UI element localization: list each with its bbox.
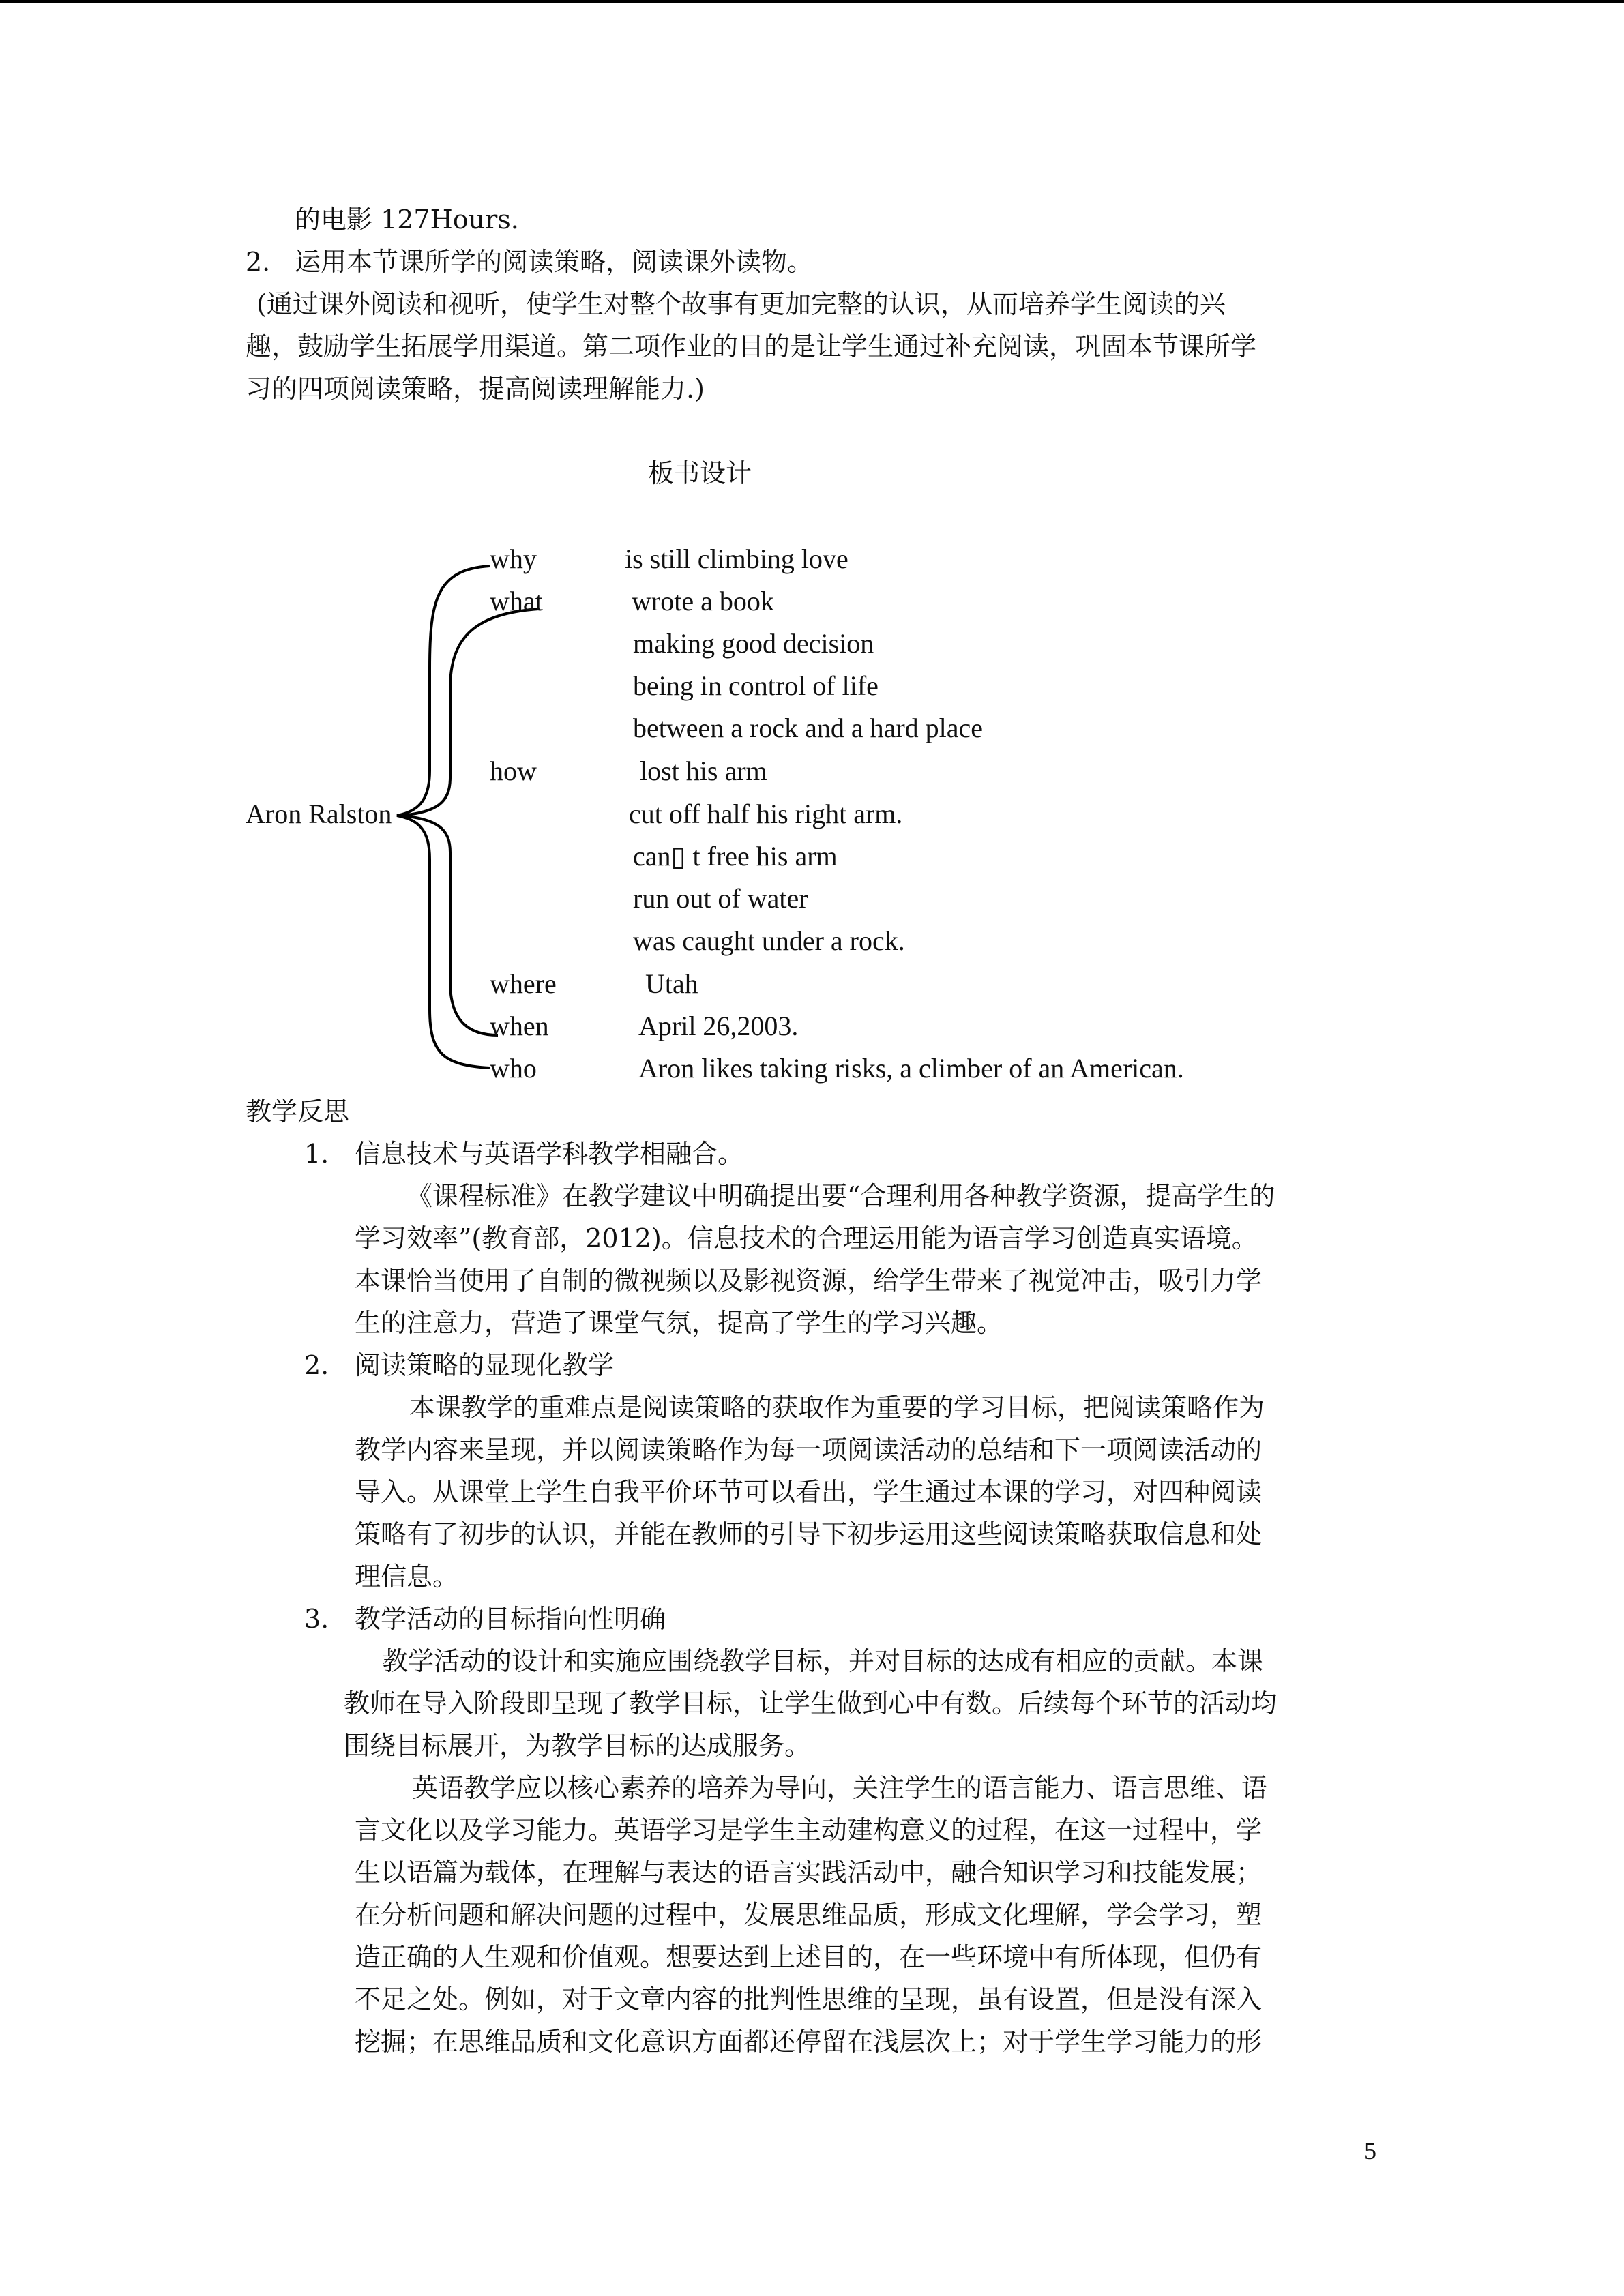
reflection-s2-line: 理信息。: [355, 1562, 459, 1592]
reflection-s2-line: 导入。从课堂上学生自我平价环节可以看出，学生通过本课的学习，对四种阅读: [355, 1477, 1263, 1507]
reflection-s1-line: 学习效率”(教育部，2012)。信息技术的合理运用能为语言学习创造真实语境。: [355, 1223, 1258, 1253]
board-answer: being in control of life: [633, 670, 879, 701]
board-answer: was caught under a rock.: [633, 925, 905, 956]
homework-line-1: 的电影 127Hours.: [295, 205, 519, 235]
board-answer: is still climbing love: [625, 543, 848, 574]
board-center-label: Aron Ralston: [246, 799, 392, 829]
board-answer: wrote a book: [632, 586, 774, 616]
reflection-p4-line: 不足之处。例如，对于文章内容的批判性思维的呈现，虽有设置，但是没有深入: [355, 1984, 1263, 2014]
reflection-s3-title: 教学活动的目标指向性明确: [355, 1604, 666, 1634]
homework-item-2-text: 运用本节课所学的阅读策略，阅读课外读物。: [295, 247, 814, 277]
board-answer: Utah: [645, 968, 698, 999]
reflection-s3-line: 教师在导入阶段即呈现了教学目标，让学生做到心中有数。后续每个环节的活动均: [344, 1688, 1278, 1718]
homework-note-line-3: 习的四项阅读策略，提高阅读理解能力.): [246, 374, 705, 404]
reflection-s3-line: 教学活动的设计和实施应围绕教学目标，并对目标的达成有相应的贡献。本课: [382, 1646, 1264, 1676]
board-question-who: who: [490, 1053, 537, 1084]
homework-note-line-2: 趣，鼓励学生拓展学用渠道。第二项作业的目的是让学生通过补充阅读，巩固本节课所学: [246, 331, 1257, 361]
board-answer: run out of water: [633, 883, 808, 914]
board-title: 板书设计: [648, 458, 752, 488]
reflection-s2-title: 阅读策略的显现化教学: [355, 1350, 615, 1380]
reflection-s2-line: 教学内容来呈现，并以阅读策略作为每一项阅读活动的总结和下一项阅读活动的: [355, 1435, 1263, 1465]
board-answer: Aron likes taking risks, a climber of an American.: [638, 1053, 1184, 1084]
reflection-s1-line: 《课程标准》在教学建议中明确提出要“合理利用各种教学资源，提高学生的: [407, 1181, 1275, 1211]
reflection-s2-number: 2.: [304, 1350, 329, 1380]
board-question-how: how: [490, 756, 537, 786]
board-question-what: what: [490, 586, 543, 616]
reflection-s1-line: 生的注意力，营造了课堂气氛，提高了学生的学习兴趣。: [355, 1308, 1003, 1338]
reflection-p4-line: 英语教学应以核心素养的培养为导向，关注学生的语言能力、语言思维、语: [412, 1773, 1268, 1803]
reflection-s3-number: 3.: [304, 1604, 329, 1634]
page-number: 5: [1364, 2137, 1376, 2164]
reflection-s2-line: 本课教学的重难点是阅读策略的获取作为重要的学习目标，把阅读策略作为: [409, 1392, 1265, 1422]
board-answer: cut off half his right arm.: [629, 799, 903, 829]
homework-item-2-number: 2.: [246, 247, 271, 277]
reflection-p4-line: 造正确的人生观和价值观。想要达到上述目的，在一些环境中有所体现，但仍有: [355, 1942, 1263, 1972]
reflection-p4-line: 在分析问题和解决问题的过程中，发展思维品质，形成文化理解，学会学习，塑: [355, 1900, 1263, 1930]
board-answer: lost his arm: [640, 756, 767, 786]
reflection-s1-number: 1.: [304, 1139, 329, 1169]
reflection-s1-title: 信息技术与英语学科教学相融合。: [355, 1139, 744, 1169]
reflection-p4-line: 言文化以及学习能力。英语学习是学生主动建构意义的过程，在这一过程中，学: [355, 1815, 1263, 1845]
board-answer: between a rock and a hard place: [633, 713, 984, 743]
reflection-heading: 教学反思: [246, 1097, 350, 1127]
board-answer: can▯ t free his arm: [633, 841, 838, 871]
board-question-why: why: [490, 543, 537, 574]
reflection-s1-line: 本课恰当使用了自制的微视频以及影视资源，给学生带来了视觉冲击，吸引力学: [355, 1266, 1263, 1296]
reflection-p4-line: 挖掘；在思维品质和文化意识方面都还停留在浅层次上；对于学生学习能力的形: [355, 2027, 1263, 2057]
reflection-s3-line: 围绕目标展开，为教学目标的达成服务。: [344, 1731, 811, 1761]
board-question-when: when: [490, 1011, 549, 1041]
board-answer: making good decision: [633, 628, 874, 659]
board-question-where: where: [490, 968, 557, 999]
homework-note-line-1: (通过课外阅读和视听，使学生对整个故事有更加完整的认识，从而培养学生阅读的兴: [256, 289, 1226, 319]
board-answer: April 26,2003.: [638, 1011, 799, 1041]
reflection-p4-line: 生以语篇为载体，在理解与表达的语言实践活动中，融合知识学习和技能发展；: [355, 1858, 1263, 1888]
reflection-s2-line: 策略有了初步的认识，并能在教师的引导下初步运用这些阅读策略获取信息和处: [355, 1519, 1263, 1549]
